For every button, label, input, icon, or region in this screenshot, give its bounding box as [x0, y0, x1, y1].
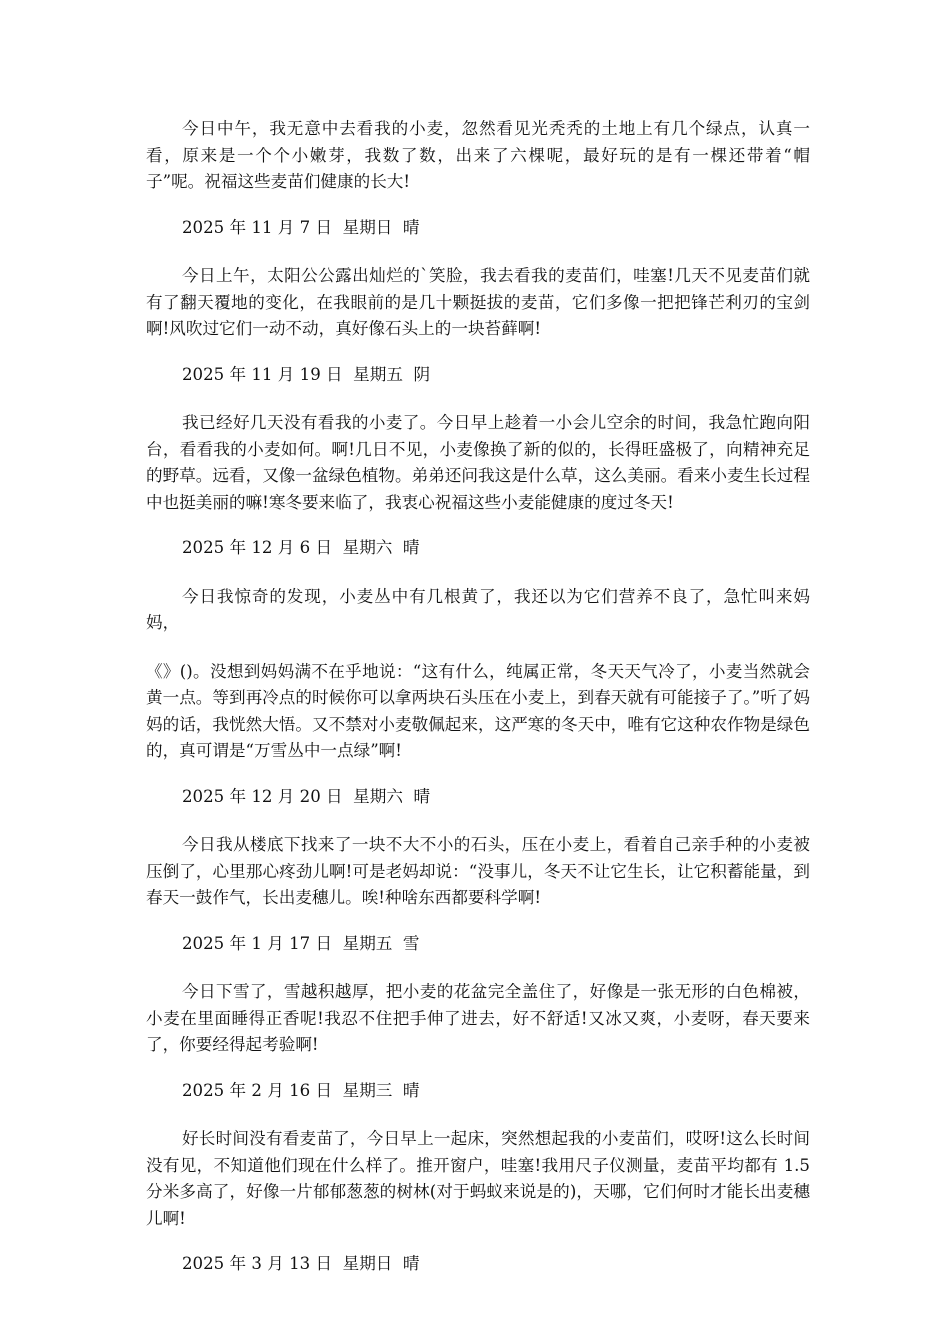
diary-paragraph: 今日中午，我无意中去看我的小麦，忽然看见光秃秃的土地上有几个绿点，认真一看，原来是一个个小嫩芽，我数了数，出来了六棵呢，最好玩的是有一棵还带着“帽子”呢。祝福这些麦苗们健康的长大!	[146, 119, 810, 191]
diary-paragraph: 我已经好几天没有看我的小麦了。今日早上趁着一小会儿空余的时间，我急忙跑向阳台，看看我的小麦如何。啊!几日不见，小麦像换了新的似的，长得旺盛极了，向精神充足的野草。远看，又像一盆绿色植物。弟弟还问我这是什么草，这么美丽。看来小麦生长过程中也挺美丽的嘛!寒冬要来临了，我衷心祝福这些小麦能健康的度过冬天!	[146, 413, 810, 512]
diary-date-line: 2025 年 2 月 16 日 星期三 晴	[182, 1080, 420, 1100]
diary-paragraph: 好长时间没有看麦苗了，今日早上一起床，突然想起我的小麦苗们，哎呀!这么长时间没有见，不知道他们现在什么样了。推开窗户，哇塞!我用尺子仪测量，麦苗平均都有 1.5 分米多高了，好像一片郁郁葱葱的树林(对于蚂蚁来说是的)，天哪，它们何时才能长出麦穗儿啊!	[146, 1129, 810, 1228]
diary-paragraph: 今日上午，太阳公公露出灿烂的`笑脸，我去看我的麦苗们，哇塞!几天不见麦苗们就有了翻天覆地的变化，在我眼前的是几十颗挺拔的麦苗，它们多像一把把锋芒利刃的宝剑啊!风吹过它们一动不动，真好像石头上的一块苔藓啊!	[146, 266, 810, 338]
diary-date-line: 2025 年 1 月 17 日 星期五 雪	[182, 933, 420, 953]
diary-date-line: 2025 年 12 月 6 日 星期六 晴	[182, 538, 420, 557]
diary-paragraph-continued: 《》()。没想到妈妈满不在乎地说：“这有什么，纯属正常，冬天天气冷了，小麦当然就会黄一点。等到再冷点的时候你可以拿两块石头压在小麦上，到春天就有可能接子了。”听了妈妈的话，我恍然大悟。又不禁对小麦敬佩起来，这严寒的冬天中，唯有它这种农作物是绿色的，真可谓是“万雪丛中一点绿”啊!	[146, 661, 810, 760]
diary-date-line: 2025 年 3 月 13 日 星期日 晴	[182, 1254, 420, 1273]
diary-date-line: 2025 年 12 月 20 日 星期六 晴	[182, 786, 431, 806]
diary-date-line: 2025 年 11 月 7 日 星期日 晴	[182, 217, 420, 237]
diary-paragraph: 今日下雪了，雪越积越厚，把小麦的花盆完全盖住了，好像是一张无形的白色棉被，小麦在里面睡得正香呢!我忍不住把手伸了进去，好不舒适!又冰又爽，小麦呀，春天要来了，你要经得起考验啊!	[146, 982, 810, 1054]
diary-paragraph: 今日我惊奇的发现，小麦丛中有几根黄了，我还以为它们营养不良了，急忙叫来妈妈，	[146, 586, 810, 632]
diary-paragraph: 今日我从楼底下找来了一块不大不小的石头，压在小麦上，看着自己亲手种的小麦被压倒了，心里那心疼劲儿啊!可是老妈却说：“没事儿，冬天不让它生长，让它积蓄能量，到春天一鼓作气，长出麦穗儿。唉!种啥东西都要科学啊!	[146, 835, 810, 907]
diary-date-line: 2025 年 11 月 19 日 星期五 阴	[182, 364, 431, 384]
